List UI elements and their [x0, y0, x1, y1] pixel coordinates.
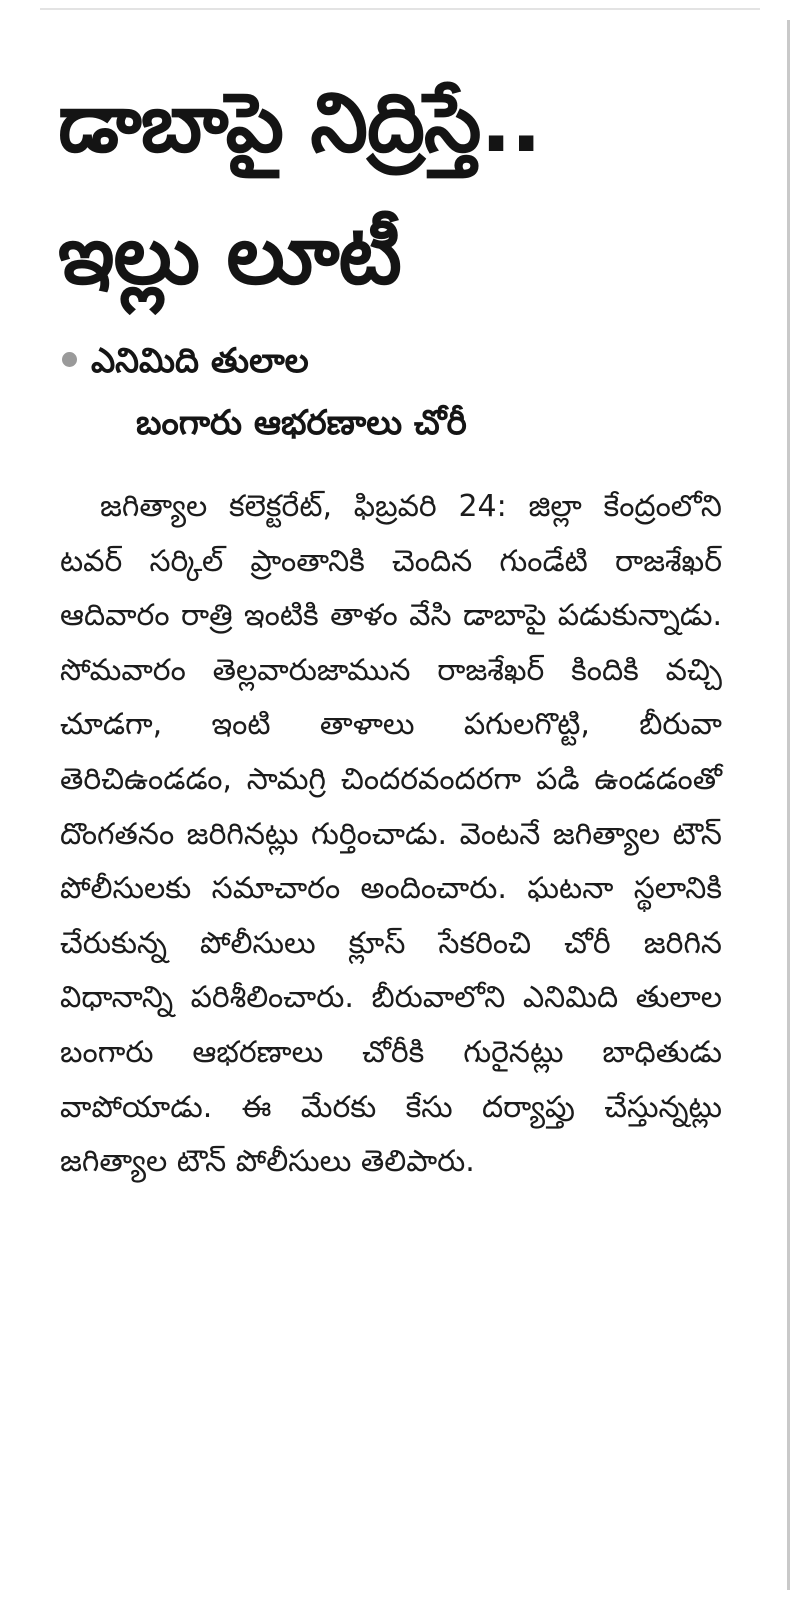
- headline-line-1: డాబాపై నిద్రిస్తే..: [58, 76, 541, 171]
- subhead-line-1: ఎనిమిది తులాల: [91, 341, 309, 381]
- subhead-line-1-wrap: [62, 330, 722, 392]
- top-divider: [40, 8, 760, 10]
- subheadline: [62, 330, 722, 454]
- bullet-icon: [62, 352, 77, 367]
- headline: [58, 58, 738, 322]
- article-body: జగిత్యాల కలెక్టరేట్, ఫిబ్రవరి 24: జిల్లా కేంద్రంలోని టవర్ సర్కిల్ ప్రాంతానికి చెందిన గుండేటి రాజశేఖర్ ఆదివారం రాత్రి ఇంటికి తాళం వేసి డాబాపై పడుకున్నాడు. సోమవారం తెల్లవారుజామున రాజశేఖర్ కిందికి వచ్చి చూడగా, ఇంటి తాళాలు పగులగొట్టి, బీరువా తెరిచిఉండడం, సామగ్రి చిందరవందరగా పడి ఉండడంతో దొంగతనం జరిగినట్లు గుర్తించాడు. వెంటనే జగిత్యాల టౌన్ పోలీసులకు సమాచారం అందించారు. ఘటనా స్థలానికి చేరుకున్న పోలీసులు క్లూస్ సేకరించి చోరీ జరిగిన విధానాన్ని పరిశీలించారు. బీరువాలోని ఎనిమిది తులాల బంగారు ఆభరణాలు చోరీకి గురైనట్లు బాధితుడు వాపోయాడు. ఈ మేరకు కేసు దర్యాప్తు చేస్తున్నట్లు జగిత్యాల టౌన్ పోలీసులు తెలిపారు.: [60, 489, 722, 1180]
- column-divider: [787, 20, 790, 1590]
- subhead-line-2: బంగారు ఆభరణాలు చోరీ: [136, 403, 467, 443]
- headline-line-2: ఇల్లు లూటీ: [58, 208, 401, 303]
